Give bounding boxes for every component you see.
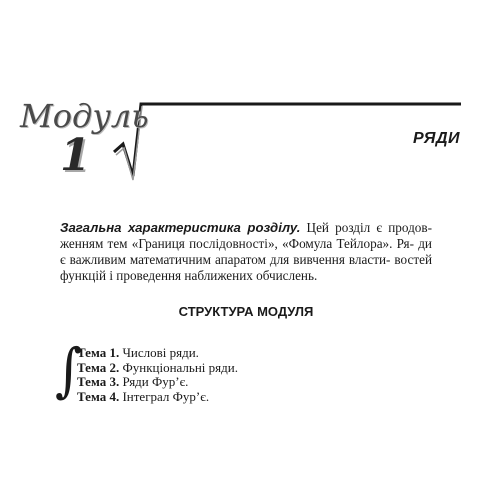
intro-lead: Загальна характеристика розділу. [60,220,301,235]
topic-item [77,361,417,376]
topic-list [77,346,417,404]
module-word: Модуль [20,97,149,135]
module-header [0,0,500,200]
topic-title: Ряди Фур’є. [122,374,189,390]
intro-paragraph [60,220,432,284]
integral-sign-icon: ∫ [55,337,83,405]
topic-label: Тема 3. [77,374,120,390]
topic-title: Числові ряди. [122,345,199,360]
intro-line-1: Цей розділ є продов- [300,220,432,235]
topic-label: Тема 1. [77,345,120,360]
topic-item [77,346,417,361]
module-number: 1 [60,130,91,181]
intro-line-4: востей функцій і проведення наближених обчислень. [60,252,433,283]
topic-title: Функціональні ряди. [122,359,238,375]
topic-item [77,390,417,405]
topic-label: Тема 2. [77,359,120,375]
intro-line-3: ди є важливим математичним апаратом для вивчення власти- [60,236,432,267]
section-title: РЯДИ [413,130,460,147]
topic-title: Інтеграл Фур’є. [122,388,210,404]
topic-label: Тема 4. [77,388,120,404]
topic-item [77,375,417,390]
structure-heading: СТРУКТУРА МОДУЛЯ [178,304,314,319]
intro-line-2: женням тем «Границя послідовності», «Фомула Тейлора». Ря- [60,236,414,251]
